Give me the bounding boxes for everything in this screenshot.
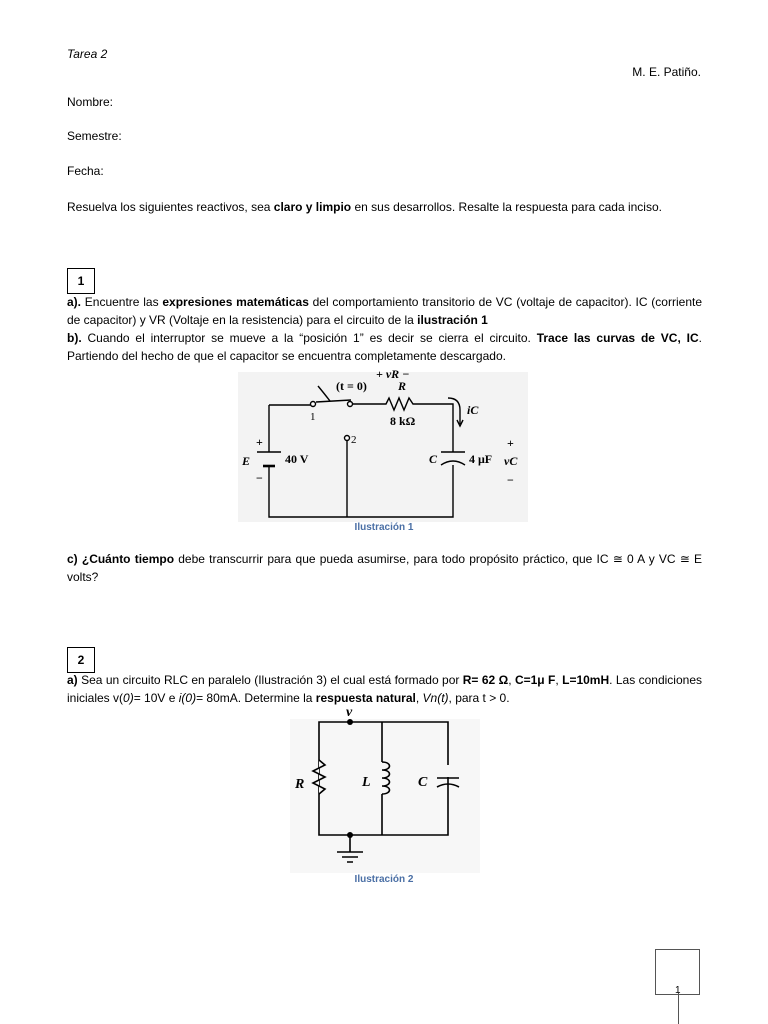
name-label: Nombre: xyxy=(67,95,114,109)
page-number: 1 xyxy=(675,985,681,996)
vc-label: vC xyxy=(504,454,518,468)
position-1-label: 1 xyxy=(310,411,316,423)
part-a-text-2: del comportamiento transitorio de VC (voltaje de capacitor). IC (corriente de capacitor) y VR (Voltaje en la resistencia) para el circuito de la xyxy=(67,295,702,327)
ic-label: iC xyxy=(467,403,479,417)
problem-1-part-a xyxy=(67,293,702,329)
instructions xyxy=(67,198,702,216)
instructions-text-end: en sus desarrollos. Resalte la respuesta para cada inciso. xyxy=(351,200,662,214)
vc-minus: − xyxy=(507,473,514,487)
p2-v0: 0) xyxy=(123,691,134,705)
page-number-line xyxy=(678,993,679,1024)
part-a-bold: expresiones matemáticas xyxy=(162,295,309,309)
p2-sep-2: , xyxy=(555,673,563,687)
part-c-text: debe transcurrir para que pueda asumirse, para todo propósito práctico, que IC ≅ 0 A y VC ≅ E volts? xyxy=(67,552,703,584)
part-c-bold: c) ¿Cuánto tiempo xyxy=(67,552,175,566)
problem-1-part-b xyxy=(67,329,702,365)
battery-minus: − xyxy=(256,471,263,485)
c-label: C xyxy=(429,452,438,466)
r-label: R xyxy=(295,777,305,792)
r-value: 8 kΩ xyxy=(390,414,416,428)
instructions-text: Resuelva los siguientes reactivos, sea xyxy=(67,200,274,214)
switch-label: (t = 0) xyxy=(336,379,367,393)
r-label: R xyxy=(398,379,407,393)
rlc-circuit-diagram xyxy=(290,705,480,873)
p2-text-2: . Las condiciones iniciales v( xyxy=(67,673,702,705)
p2-sep-1: , xyxy=(508,673,515,687)
part-a-label: a). xyxy=(67,295,82,309)
p2-part-a-label: a) xyxy=(67,673,78,687)
c-label: C xyxy=(418,775,428,790)
p2-vn: Vn(t) xyxy=(422,691,449,705)
p2-text: Sea un circuito RLC en paralelo (Ilustración 3) el cual está formado por xyxy=(77,673,463,687)
part-a-text: Encuentre las xyxy=(81,295,163,309)
p2-i0: i(0) xyxy=(178,691,197,705)
semester-label: Semestre: xyxy=(67,129,122,143)
position-2-label: 2 xyxy=(351,434,357,446)
doc-title: Tarea 2 xyxy=(67,47,108,61)
p2-c-value: C=1μ F xyxy=(514,673,556,687)
p2-natural-response: respuesta natural xyxy=(315,691,416,705)
figure-1-caption: Ilustración 1 xyxy=(354,522,414,533)
e-label: E xyxy=(242,454,251,468)
battery-plus: + xyxy=(256,435,263,449)
problem-2-part-a xyxy=(67,671,702,707)
bottom-node xyxy=(347,832,353,838)
instructions-bold: claro y limpio xyxy=(273,200,352,214)
part-a-bold-2: ilustración 1 xyxy=(417,313,488,327)
part-b-bold: Trace las curvas de VC, IC xyxy=(536,331,699,345)
e-value: 40 V xyxy=(285,452,309,466)
c-value: 4 μF xyxy=(469,452,493,466)
author: M. E. Patiño. xyxy=(632,65,701,79)
part-b-text-2: . Partiendo del hecho de que el capacitor se encuentra completamente descargado. xyxy=(67,331,702,363)
p2-text-4: = 80mA. Determine la xyxy=(196,691,316,705)
date-label: Fecha: xyxy=(67,164,104,178)
p2-text-end: , para t > 0. xyxy=(448,691,510,705)
p2-l-value: L=10mH xyxy=(562,673,610,687)
p2-r-value: R= 62 Ω xyxy=(462,673,509,687)
problem-1-number: 1 xyxy=(67,268,95,294)
v-label: v xyxy=(346,705,353,720)
part-b-label: b). xyxy=(67,331,82,345)
figure-2-caption: Ilustración 2 xyxy=(354,874,414,885)
problem-1-part-c xyxy=(67,550,702,586)
p2-sep-3: , xyxy=(415,691,423,705)
rc-circuit-diagram xyxy=(238,364,528,522)
p2-text-3: = 10V e xyxy=(133,691,179,705)
problem-2-number: 2 xyxy=(67,647,95,673)
vr-label: + vR − xyxy=(376,367,410,381)
l-label: L xyxy=(362,775,371,790)
diagram-background xyxy=(238,372,528,522)
part-b-text: Cuando el interruptor se mueve a la “posición 1” es decir se cierra el circuito. xyxy=(81,331,537,345)
vc-plus: + xyxy=(507,436,514,450)
